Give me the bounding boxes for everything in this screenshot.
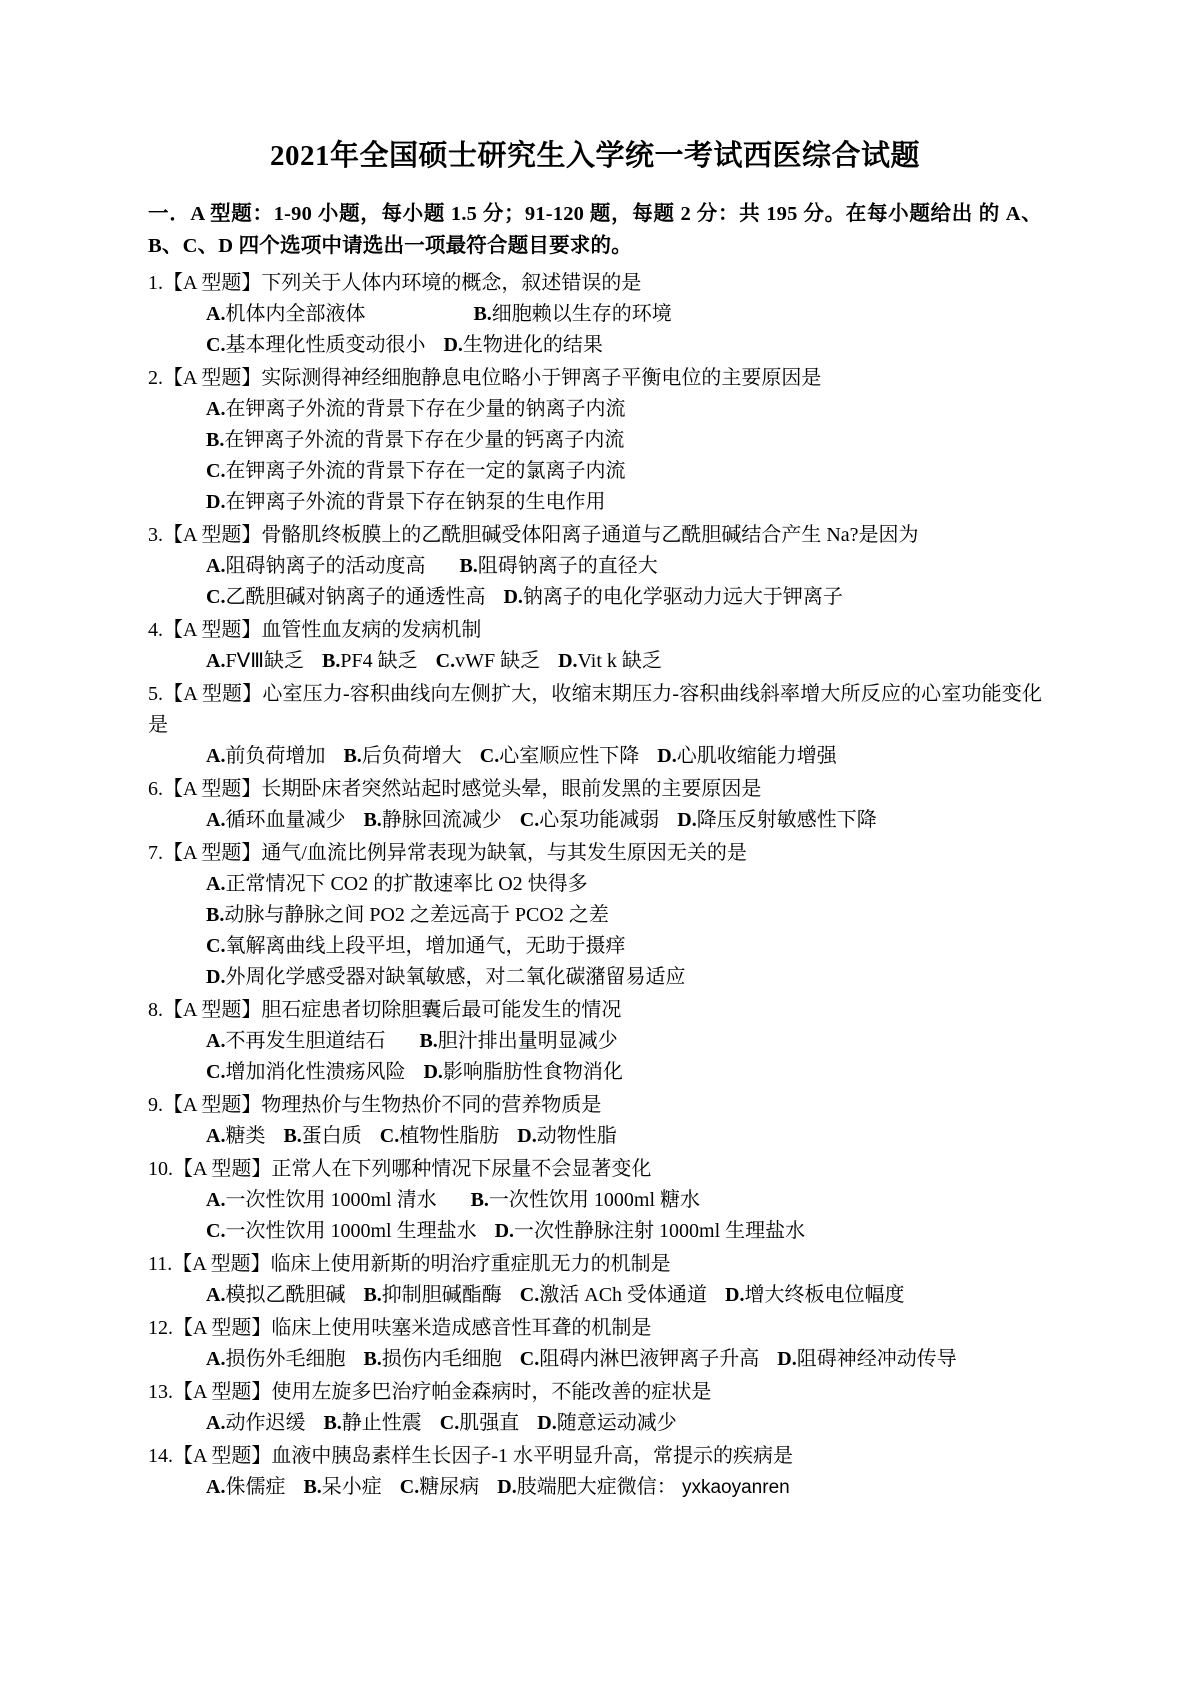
option-text: 一次性饮用 1000ml 糖水 bbox=[488, 1189, 701, 1212]
option-letter: D. bbox=[657, 745, 677, 768]
option-row bbox=[148, 931, 1042, 962]
option-text: 损伤外毛细胞 bbox=[225, 1348, 346, 1371]
option-choice[interactable] bbox=[777, 1344, 956, 1375]
option-text: Vit k 缺乏 bbox=[577, 650, 662, 673]
option-choice[interactable] bbox=[206, 487, 605, 518]
question-item bbox=[148, 995, 1042, 1088]
option-letter: D. bbox=[497, 1476, 517, 1499]
question-stem bbox=[148, 1441, 1042, 1472]
question-item bbox=[148, 1154, 1042, 1247]
option-choice[interactable] bbox=[206, 962, 685, 993]
option-text: 植物性脂肪 bbox=[399, 1125, 500, 1148]
option-row bbox=[148, 425, 1042, 456]
question-number: 13. bbox=[148, 1381, 173, 1404]
option-letter: A. bbox=[206, 398, 226, 421]
option-text: 机体内全部液体 bbox=[225, 303, 366, 326]
option-letter: B. bbox=[363, 1348, 382, 1371]
question-type-tag: 【A 型题】 bbox=[172, 1253, 271, 1276]
option-text: 动物性脂 bbox=[536, 1125, 617, 1148]
option-text: 降压反射敏感性下降 bbox=[696, 809, 877, 832]
option-text: 动脉与静脉之间 PO2 之差远高于 PCO2 之差 bbox=[224, 904, 609, 927]
option-text: 损伤内毛细胞 bbox=[381, 1348, 502, 1371]
question-text: 通气/血流比例异常表现为缺氧，与其发生原因无关的是 bbox=[261, 842, 747, 865]
option-text: 增加消化性溃疡风险 bbox=[225, 1061, 406, 1084]
option-choice[interactable] bbox=[520, 1344, 759, 1375]
option-choice[interactable] bbox=[206, 394, 625, 425]
option-text: 肢端肥大症微信： bbox=[516, 1476, 677, 1499]
option-letter: C. bbox=[206, 334, 226, 357]
question-type-tag: 【A 型题】 bbox=[163, 683, 263, 706]
option-text: FⅤⅢ缺乏 bbox=[225, 650, 305, 673]
option-letter: A. bbox=[206, 745, 226, 768]
option-letter: C. bbox=[519, 1284, 540, 1307]
option-letter: B. bbox=[303, 1476, 322, 1499]
option-text: 乙酰胆碱对钠离子的通透性高 bbox=[225, 586, 486, 609]
option-row bbox=[148, 1344, 1042, 1375]
option-choice[interactable] bbox=[419, 1026, 617, 1057]
option-row bbox=[148, 1057, 1042, 1088]
option-text: 随意运动减少 bbox=[556, 1412, 677, 1435]
question-item bbox=[148, 1249, 1042, 1311]
question-item bbox=[148, 679, 1042, 772]
option-choice[interactable] bbox=[363, 1280, 501, 1311]
question-stem bbox=[148, 1154, 1042, 1185]
question-type-tag: 【A 型题】 bbox=[163, 272, 262, 295]
question-item bbox=[148, 268, 1042, 361]
question-item bbox=[148, 363, 1042, 518]
option-letter: D. bbox=[503, 586, 523, 609]
option-choice[interactable] bbox=[206, 1185, 437, 1216]
option-choice[interactable] bbox=[206, 900, 609, 931]
option-row bbox=[148, 646, 1042, 677]
question-number: 12. bbox=[148, 1317, 173, 1340]
option-choice[interactable] bbox=[323, 1408, 421, 1439]
option-letter: A. bbox=[206, 1348, 226, 1371]
option-choice[interactable] bbox=[517, 1121, 616, 1152]
question-item bbox=[148, 1441, 1042, 1503]
question-number: 14. bbox=[148, 1445, 173, 1468]
question-type-tag: 【A 型题】 bbox=[163, 999, 262, 1022]
option-letter: B. bbox=[322, 650, 341, 673]
option-choice[interactable] bbox=[322, 646, 418, 677]
option-choice[interactable] bbox=[206, 931, 625, 962]
option-row bbox=[148, 900, 1042, 931]
section-instructions: 一．A 型题：1-90 小题，每小题 1.5 分；91-120 题，每题 2 分：共 195 分。在每小题给出 的 A、B、C、D 四个选项中请选出一项最符合题目要求的。 bbox=[148, 202, 1042, 258]
option-letter: C. bbox=[206, 1220, 226, 1243]
option-text: 阻碍内淋巴液钾离子升高 bbox=[539, 1348, 760, 1371]
option-letter: B. bbox=[343, 745, 362, 768]
option-row bbox=[148, 805, 1042, 836]
option-row bbox=[148, 1280, 1042, 1311]
option-text: 蛋白质 bbox=[301, 1125, 362, 1148]
option-row bbox=[148, 456, 1042, 487]
question-type-tag: 【A 型题】 bbox=[163, 619, 262, 642]
option-text: 细胞赖以生存的环境 bbox=[491, 303, 672, 326]
option-text: 模拟乙酰胆碱 bbox=[225, 1284, 346, 1307]
option-choice[interactable] bbox=[725, 1280, 904, 1311]
option-row bbox=[148, 741, 1042, 772]
option-text: 不再发生胆道结石 bbox=[225, 1030, 386, 1053]
option-letter: D. bbox=[423, 1061, 443, 1084]
option-letter: B. bbox=[470, 1189, 489, 1212]
option-letter: A. bbox=[206, 650, 226, 673]
question-text: 使用左旋多巴治疗帕金森病时，不能改善的症状是 bbox=[271, 1381, 712, 1404]
question-type-tag: 【A 型题】 bbox=[173, 1381, 272, 1404]
option-letter: C. bbox=[206, 586, 226, 609]
option-letter: A. bbox=[206, 555, 226, 578]
option-text: 在钾离子外流的背景下存在少量的钙离子内流 bbox=[224, 429, 625, 452]
option-text: PF4 缺乏 bbox=[340, 650, 418, 673]
question-stem bbox=[148, 1377, 1042, 1408]
watermark-text: yxkaoyanren bbox=[676, 1477, 790, 1499]
option-row bbox=[148, 487, 1042, 518]
option-row bbox=[148, 1216, 1042, 1247]
option-row bbox=[148, 1472, 1042, 1503]
option-letter: B. bbox=[363, 809, 382, 832]
option-letter: A. bbox=[206, 1030, 226, 1053]
option-choice[interactable] bbox=[206, 1472, 285, 1503]
page-title: 2021年全国硕士研究生入学统一考试西医综合试题 bbox=[269, 140, 920, 172]
option-text: 阻碍钠离子的活动度高 bbox=[225, 555, 426, 578]
question-item bbox=[148, 838, 1042, 993]
option-text: 后负荷增大 bbox=[361, 745, 462, 768]
question-stem bbox=[148, 1313, 1042, 1344]
option-letter: C. bbox=[206, 935, 226, 958]
option-row bbox=[148, 1185, 1042, 1216]
option-choice[interactable] bbox=[206, 1344, 345, 1375]
option-letter: C. bbox=[519, 809, 540, 832]
option-text: 静脉回流减少 bbox=[381, 809, 502, 832]
question-text: 血液中胰岛素样生长因子-1 水平明显升高，常提示的疾病是 bbox=[271, 1445, 794, 1468]
option-letter: C. bbox=[206, 460, 226, 483]
option-text: 影响脂肪性食物消化 bbox=[442, 1061, 623, 1084]
question-stem bbox=[148, 268, 1042, 299]
option-text: 一次性静脉注射 1000ml 生理盐水 bbox=[514, 1220, 806, 1243]
option-letter: A. bbox=[206, 1284, 226, 1307]
question-item bbox=[148, 1090, 1042, 1152]
option-choice[interactable] bbox=[206, 1408, 305, 1439]
option-choice[interactable] bbox=[480, 741, 639, 772]
question-type-tag: 【A 型题】 bbox=[163, 842, 262, 865]
option-text: 动作迟缓 bbox=[225, 1412, 306, 1435]
option-letter: C. bbox=[206, 1061, 226, 1084]
option-letter: D. bbox=[725, 1284, 745, 1307]
option-letter: D. bbox=[777, 1348, 797, 1371]
option-choice[interactable] bbox=[400, 1472, 479, 1503]
option-letter: D. bbox=[206, 491, 226, 514]
option-letter: D. bbox=[494, 1220, 515, 1243]
option-letter: C. bbox=[399, 1476, 420, 1499]
question-type-tag: 【A 型题】 bbox=[173, 1445, 272, 1468]
option-row bbox=[148, 1026, 1042, 1057]
option-row bbox=[148, 962, 1042, 993]
option-choice[interactable] bbox=[206, 1216, 477, 1247]
question-text: 临床上使用呋塞米造成感音性耳聋的机制是 bbox=[271, 1317, 652, 1340]
option-row bbox=[148, 394, 1042, 425]
option-text: vWF 缺乏 bbox=[455, 650, 541, 673]
option-choice[interactable] bbox=[471, 1185, 700, 1216]
option-choice[interactable] bbox=[206, 1057, 405, 1088]
option-choice[interactable] bbox=[537, 1408, 676, 1439]
question-text: 实际测得神经细胞静息电位略小于钾离子平衡电位的主要原因是 bbox=[261, 367, 822, 390]
option-text: 氧解离曲线上段平坦，增加通气，无助于摄痒 bbox=[225, 935, 626, 958]
option-choice[interactable] bbox=[303, 1472, 381, 1503]
question-text: 临床上使用新斯的明治疗重症肌无力的机制是 bbox=[270, 1253, 671, 1276]
option-row bbox=[148, 551, 1042, 582]
option-text: 在钾离子外流的背景下存在一定的氯离子内流 bbox=[225, 460, 626, 483]
question-item bbox=[148, 774, 1042, 836]
option-choice[interactable] bbox=[423, 1057, 622, 1088]
question-number: 2. bbox=[148, 367, 163, 390]
question-stem bbox=[148, 520, 1042, 551]
question-text: 物理热价与生物热价不同的营养物质是 bbox=[261, 1094, 602, 1117]
question-number: 6. bbox=[148, 778, 163, 801]
option-text: 胆汁排出量明显减少 bbox=[437, 1030, 618, 1053]
option-text: 激活 ACh 受体通道 bbox=[539, 1284, 708, 1307]
option-letter: B. bbox=[419, 1030, 438, 1053]
option-choice[interactable] bbox=[206, 1121, 265, 1152]
option-text: 阻碍神经冲动传导 bbox=[796, 1348, 957, 1371]
option-letter: A. bbox=[206, 809, 226, 832]
question-text: 下列关于人体内环境的概念，叙述错误的是 bbox=[261, 272, 642, 295]
option-choice[interactable] bbox=[380, 1121, 499, 1152]
option-choice[interactable] bbox=[363, 1344, 501, 1375]
option-letter: A. bbox=[206, 1476, 226, 1499]
option-choice[interactable] bbox=[363, 805, 501, 836]
question-type-tag: 【A 型题】 bbox=[173, 1158, 272, 1181]
option-choice[interactable] bbox=[440, 1408, 519, 1439]
option-text: 糖尿病 bbox=[419, 1476, 480, 1499]
question-number: 11. bbox=[148, 1253, 173, 1276]
question-type-tag: 【A 型题】 bbox=[163, 524, 262, 547]
option-choice[interactable] bbox=[343, 741, 461, 772]
option-letter: B. bbox=[459, 555, 478, 578]
question-stem bbox=[148, 1090, 1042, 1121]
option-letter: D. bbox=[537, 1412, 557, 1435]
option-text: 肌强直 bbox=[459, 1412, 520, 1435]
option-text: 心室顺应性下降 bbox=[499, 745, 640, 768]
option-text: 阻碍钠离子的直径大 bbox=[477, 555, 658, 578]
option-letter: A. bbox=[206, 1125, 226, 1148]
option-choice[interactable] bbox=[206, 1026, 385, 1057]
option-text: 糖类 bbox=[225, 1125, 266, 1148]
option-text: 生物进化的结果 bbox=[462, 334, 603, 357]
question-item bbox=[148, 1377, 1042, 1439]
option-letter: C. bbox=[439, 1412, 460, 1435]
question-type-tag: 【A 型题】 bbox=[173, 1317, 272, 1340]
option-letter: B. bbox=[206, 904, 225, 927]
option-letter: C. bbox=[379, 1125, 400, 1148]
question-text: 长期卧床者突然站起时感觉头晕，眼前发黑的主要原因是 bbox=[261, 778, 762, 801]
option-choice[interactable] bbox=[206, 582, 485, 613]
question-stem bbox=[148, 363, 1042, 394]
option-letter: C. bbox=[519, 1348, 540, 1371]
option-choice[interactable] bbox=[558, 646, 662, 677]
option-choice[interactable] bbox=[206, 741, 325, 772]
option-text: 一次性饮用 1000ml 生理盐水 bbox=[225, 1220, 477, 1243]
option-letter: B. bbox=[206, 429, 225, 452]
option-text: 静止性震 bbox=[341, 1412, 422, 1435]
question-text: 骨骼肌终板膜上的乙酰胆碱受体阳离子通道与乙酰胆碱结合产生 Na?是因为 bbox=[261, 524, 919, 547]
option-choice[interactable] bbox=[495, 1216, 806, 1247]
option-choice[interactable] bbox=[443, 330, 602, 361]
question-type-tag: 【A 型题】 bbox=[163, 367, 262, 390]
question-type-tag: 【A 型题】 bbox=[163, 1094, 262, 1117]
option-choice[interactable] bbox=[520, 805, 659, 836]
option-choice[interactable] bbox=[206, 456, 625, 487]
question-stem bbox=[148, 1249, 1042, 1280]
option-letter: A. bbox=[206, 873, 226, 896]
question-stem bbox=[148, 774, 1042, 805]
option-text: 心肌收缩能力增强 bbox=[676, 745, 837, 768]
option-letter: B. bbox=[473, 303, 492, 326]
question-stem bbox=[148, 615, 1042, 646]
option-row bbox=[148, 1121, 1042, 1152]
option-letter: D. bbox=[206, 966, 226, 989]
option-text: 钠离子的电化学驱动力远大于钾离子 bbox=[522, 586, 843, 609]
question-stem bbox=[148, 995, 1042, 1026]
question-number: 4. bbox=[148, 619, 163, 642]
option-choice[interactable] bbox=[473, 299, 671, 330]
option-text: 呆小症 bbox=[321, 1476, 382, 1499]
option-choice[interactable] bbox=[206, 551, 425, 582]
question-item bbox=[148, 520, 1042, 613]
option-letter: C. bbox=[479, 745, 500, 768]
option-letter: D. bbox=[558, 650, 578, 673]
option-letter: D. bbox=[517, 1125, 537, 1148]
option-choice[interactable] bbox=[206, 805, 345, 836]
option-row bbox=[148, 582, 1042, 613]
option-choice[interactable] bbox=[520, 1280, 707, 1311]
option-text: 前负荷增加 bbox=[225, 745, 326, 768]
option-letter: A. bbox=[206, 1412, 226, 1435]
question-text: 血管性血友病的发病机制 bbox=[261, 619, 482, 642]
question-item bbox=[148, 615, 1042, 677]
option-choice[interactable] bbox=[206, 425, 624, 456]
option-text: 侏儒症 bbox=[225, 1476, 286, 1499]
option-letter: A. bbox=[206, 303, 226, 326]
question-number: 9. bbox=[148, 1094, 163, 1117]
option-choice[interactable] bbox=[677, 805, 876, 836]
option-choice[interactable] bbox=[283, 1121, 361, 1152]
option-choice[interactable] bbox=[436, 646, 540, 677]
question-number: 5. bbox=[148, 683, 163, 706]
question-number: 7. bbox=[148, 842, 163, 865]
option-row bbox=[148, 330, 1042, 361]
option-row bbox=[148, 1408, 1042, 1439]
option-choice[interactable] bbox=[206, 869, 588, 900]
question-stem bbox=[148, 838, 1042, 869]
option-letter: B. bbox=[323, 1412, 342, 1435]
option-letter: B. bbox=[363, 1284, 382, 1307]
option-choice[interactable] bbox=[206, 330, 425, 361]
option-text: 一次性饮用 1000ml 清水 bbox=[225, 1189, 437, 1212]
question-type-tag: 【A 型题】 bbox=[163, 778, 262, 801]
option-letter: D. bbox=[443, 334, 463, 357]
question-text: 正常人在下列哪种情况下尿量不会显著变化 bbox=[271, 1158, 652, 1181]
question-stem bbox=[148, 679, 1042, 741]
option-text: 基本理化性质变动很小 bbox=[225, 334, 426, 357]
option-row bbox=[148, 869, 1042, 900]
question-item bbox=[148, 1313, 1042, 1375]
question-list bbox=[148, 268, 1042, 1503]
option-letter: D. bbox=[677, 809, 697, 832]
option-text: 在钾离子外流的背景下存在钠泵的生电作用 bbox=[225, 491, 606, 514]
option-choice[interactable] bbox=[206, 646, 304, 677]
option-row bbox=[148, 299, 1042, 330]
option-letter: A. bbox=[206, 1189, 226, 1212]
question-number: 8. bbox=[148, 999, 163, 1022]
option-text: 正常情况下 CO2 的扩散速率比 O2 快得多 bbox=[225, 873, 588, 896]
option-text: 循环血量减少 bbox=[225, 809, 346, 832]
option-choice[interactable] bbox=[503, 582, 842, 613]
option-letter: B. bbox=[283, 1125, 302, 1148]
option-letter: C. bbox=[435, 650, 456, 673]
option-choice[interactable] bbox=[657, 741, 836, 772]
option-choice[interactable] bbox=[497, 1472, 676, 1503]
option-choice[interactable] bbox=[206, 1280, 345, 1311]
option-text: 增大终板电位幅度 bbox=[744, 1284, 905, 1307]
question-number: 1. bbox=[148, 272, 163, 295]
option-text: 抑制胆碱酯酶 bbox=[381, 1284, 502, 1307]
question-number: 3. bbox=[148, 524, 163, 547]
option-choice[interactable] bbox=[206, 299, 365, 330]
option-text: 在钾离子外流的背景下存在少量的钠离子内流 bbox=[225, 398, 626, 421]
question-text: 心室压力-容积曲线向左侧扩大，收缩末期压力-容积曲线斜率增大所反应的心室功能变化是 bbox=[148, 683, 1042, 737]
option-text: 外周化学感受器对缺氧敏感，对二氧化碳潴留易适应 bbox=[225, 966, 686, 989]
question-number: 10. bbox=[148, 1158, 173, 1181]
option-text: 心泵功能减弱 bbox=[539, 809, 660, 832]
option-choice[interactable] bbox=[459, 551, 657, 582]
question-text: 胆石症患者切除胆囊后最可能发生的情况 bbox=[261, 999, 622, 1022]
